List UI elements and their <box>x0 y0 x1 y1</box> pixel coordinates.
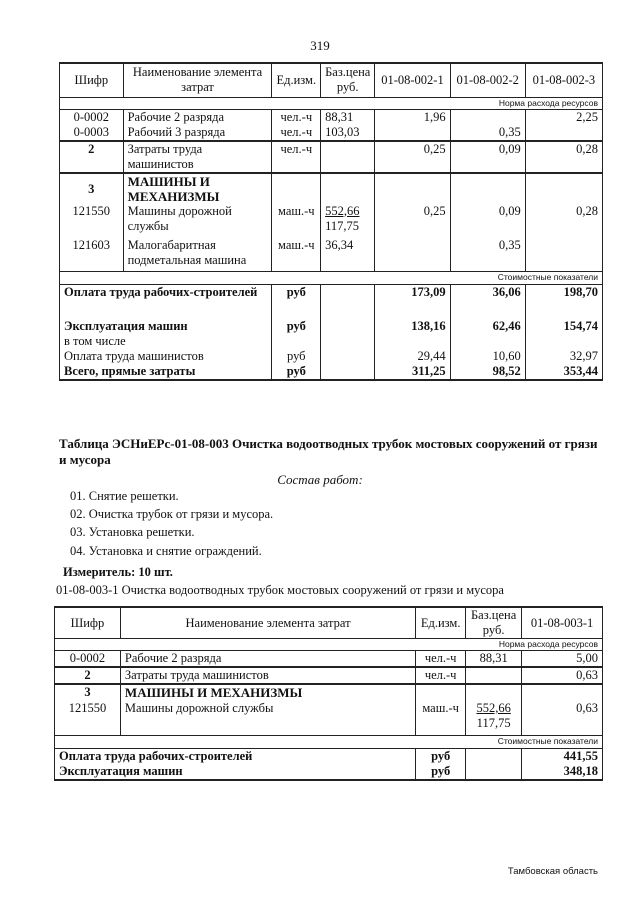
header-price: Баз.цена руб. <box>466 607 522 639</box>
work-item: 04. Установка и снятие ограждений. <box>70 544 262 558</box>
table-row: 0-0003 Рабочий 3 разряда чел.-ч 103,03 0,35 <box>60 125 603 141</box>
table-header-row <box>55 607 603 639</box>
cost-row: Всего, прямые затраты руб 311,25 98,52 353,44 <box>60 364 603 380</box>
header-col-3: 01-08-002-3 <box>525 63 602 97</box>
table-row: 121550 Машины дорожной службы маш.-ч 552,66 117,75 0,63 <box>55 701 603 735</box>
composition-label: Состав работ: <box>277 472 363 487</box>
header-price: Баз.цена руб. <box>321 63 375 97</box>
header-col-1: 01-08-003-1 <box>522 607 603 639</box>
section-title: Таблица ЭСНиЕРс-01-08-003 Очистка водоотводных трубок мостовых сооружений от грязи и мусора <box>59 436 598 467</box>
table-row: 0-0002 Рабочие 2 разряда чел.-ч 88,31 1,96 2,25 <box>60 109 603 125</box>
header-col-1: 01-08-002-1 <box>375 63 450 97</box>
table-row: 0-0002 Рабочие 2 разряда чел.-ч 88,31 5,00 <box>55 651 603 668</box>
table-row: 2 Затраты труда машинистов чел.-ч 0,63 <box>55 667 603 684</box>
header-unit: Ед.изм. <box>272 63 321 97</box>
work-item: 01. Снятие решетки. <box>70 489 179 503</box>
footer-region: Тамбовская область <box>507 866 598 877</box>
header-unit: Ед.изм. <box>416 607 466 639</box>
table-row: 121603 Малогабаритная подметальная машина маш.-ч 36,34 0,35 <box>60 238 603 272</box>
cost-row: Оплата труда рабочих-строителей руб 441,55 <box>55 748 603 764</box>
machines-group-row: 3 МАШИНЫ И МЕХАНИЗМЫ <box>55 684 603 701</box>
header-name: Наименование элемента затрат <box>123 63 272 97</box>
header-col-2: 01-08-002-2 <box>450 63 525 97</box>
cost-label: Стоимостные показатели <box>60 272 603 285</box>
cost-row: Эксплуатация машин руб 138,16 62,46 154,74 <box>60 319 603 334</box>
subsection-title: 01-08-003-1 Очистка водоотводных трубок мостовых сооружений от грязи и мусора <box>56 583 504 597</box>
cost-row: в том числе <box>60 334 603 349</box>
work-item: 03. Установка решетки. <box>70 525 195 539</box>
meter-label: Измеритель: 10 шт. <box>63 565 173 579</box>
resource-table-2 <box>54 606 603 781</box>
work-item: 02. Очистка трубок от грязи и мусора. <box>70 507 274 521</box>
cost-row: Оплата труда рабочих-строителей руб 173,09 36,06 198,70 <box>60 285 603 319</box>
machines-group-row: 3 МАШИНЫ И МЕХАНИЗМЫ <box>60 173 603 204</box>
norm-label: Норма расхода ресурсов <box>60 97 603 109</box>
table-row: 121550 Машины дорожной службы маш.-ч 552,66 117,75 0,25 0,09 0,28 <box>60 204 603 238</box>
norm-label: Норма расхода ресурсов <box>55 639 603 651</box>
cost-row: Оплата труда машинистов руб 29,44 10,60 32,97 <box>60 349 603 364</box>
page-number: 319 <box>310 38 330 53</box>
header-code: Шифр <box>60 63 124 97</box>
table-header-row <box>60 63 603 97</box>
header-code: Шифр <box>55 607 121 639</box>
cost-row: Эксплуатация машин руб 348,18 <box>55 764 603 780</box>
header-name: Наименование элемента затрат <box>120 607 415 639</box>
resource-table-1 <box>59 62 603 381</box>
table-row: 2 Затраты труда машинистов чел.-ч 0,25 0,09 0,28 <box>60 141 603 173</box>
cost-label: Стоимостные показатели <box>55 735 603 748</box>
